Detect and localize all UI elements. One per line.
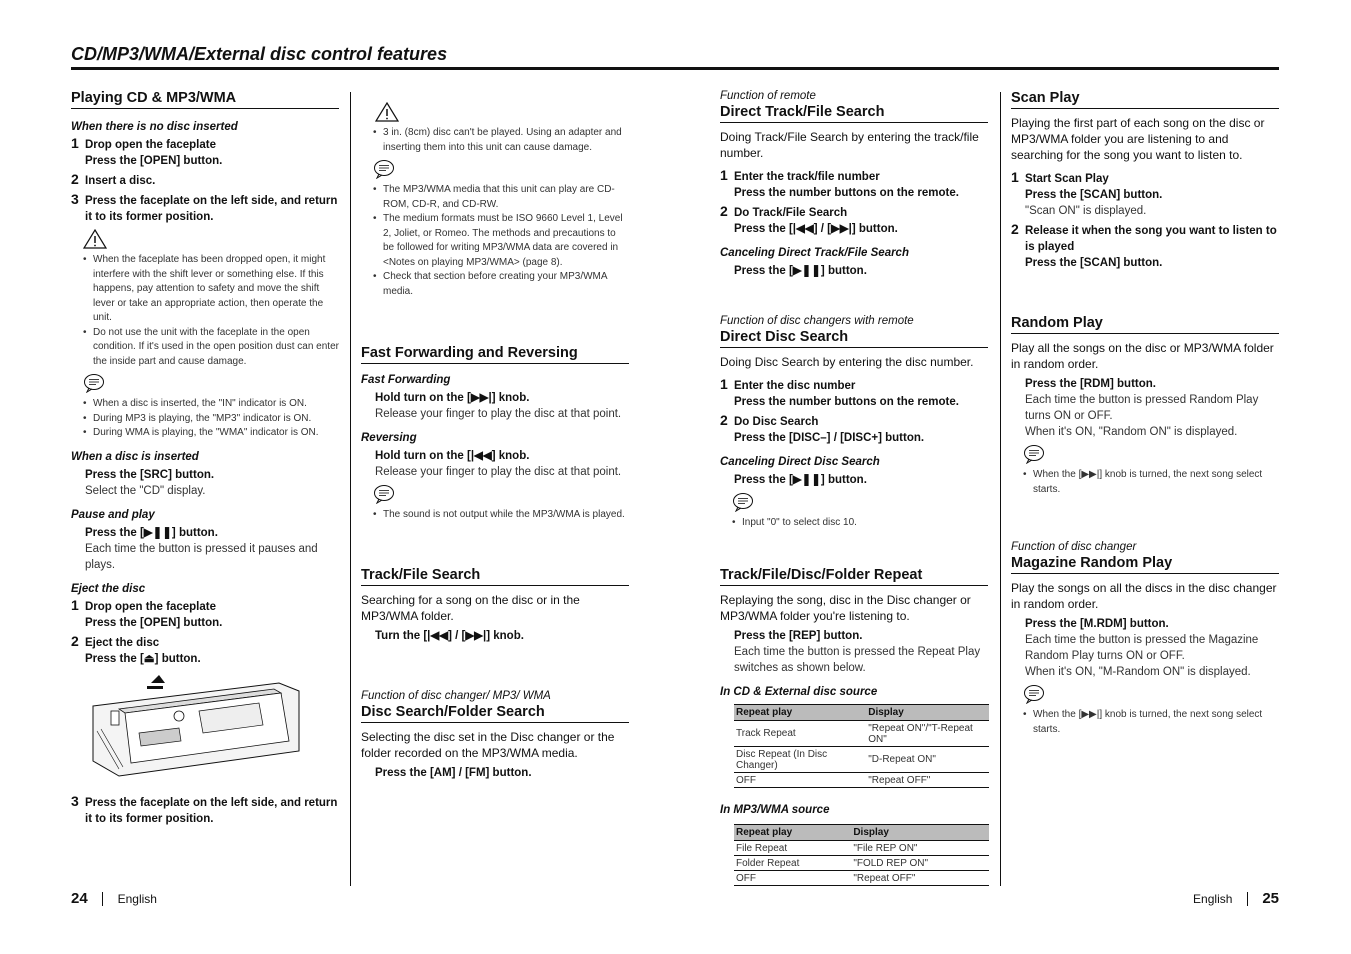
table-cell: OFF	[734, 772, 866, 787]
table-header: Display	[851, 824, 989, 840]
instruction: Press the [AM] / [FM] button.	[375, 766, 532, 779]
table-cell: "FOLD REP ON"	[851, 855, 989, 870]
table-header: Repeat play	[734, 704, 866, 720]
step-detail: "Scan ON" is displayed.	[1025, 205, 1147, 217]
media-note-text: The medium formats must be ISO 9660 Level 1, Level 2, Joliet, or Romeo. The methods and precautions to be followed for writing MP3/WMA data are covered in <Notes on playing MP3/WMA> (page 8).	[383, 213, 623, 268]
subheading: In MP3/WMA source	[720, 803, 830, 816]
step-number: 1	[71, 135, 79, 151]
step-title: Enter the track/file number	[734, 171, 880, 183]
page-number: 25	[1262, 890, 1279, 907]
section-text: Play the songs on all the discs in the disc changer in random order.	[1011, 581, 1277, 611]
subheading: Pause and play	[71, 508, 155, 521]
caution-note: • 3 in. (8cm) disc can't be played. Using an adapter and inserting them into this unit can cause damage.	[361, 126, 629, 155]
step-number: 1	[71, 596, 79, 613]
media-note-cont	[361, 270, 629, 299]
step-number: 2	[71, 632, 79, 649]
table-row	[734, 772, 989, 787]
section-text: Selecting the disc set in the Disc changer or the folder recorded on the MP3/WMA media.	[361, 729, 615, 760]
function-label: Function of disc changers with remote	[720, 315, 914, 327]
instruction: Press the [▶❚❚] button.	[734, 474, 867, 486]
step-title: Press the faceplate on the left side, and return it to its former position.	[85, 796, 338, 825]
step-text: Press the [DISC–] / [DISC+] button.	[734, 432, 925, 444]
table-cell: "D-Repeat ON"	[866, 746, 989, 772]
step-number: 1	[720, 167, 728, 183]
step-title: Eject the disc	[85, 636, 160, 649]
instruction: Press the [RDM] button.	[1025, 378, 1156, 390]
media-note-cont	[361, 212, 629, 270]
instruction-detail: Release your finger to play the disc at that point.	[375, 408, 622, 420]
note-icon	[83, 373, 105, 393]
instruction: Press the [▶❚❚] button.	[734, 265, 867, 277]
step	[720, 414, 988, 446]
step	[720, 378, 988, 410]
instruction: Press the [M.RDM] button.	[1025, 618, 1169, 630]
step-title: Start Scan Play	[1025, 173, 1109, 185]
media-note-text: Check that section before creating your MP3/WMA media.	[383, 271, 607, 297]
section-title: Direct Disc Search	[720, 329, 988, 348]
step	[720, 169, 988, 201]
section-text: Searching for a song on the disc or in the MP3/WMA folder.	[361, 592, 580, 623]
header-rule	[71, 67, 1279, 70]
instruction: Press the [▶❚❚] button.	[85, 526, 218, 539]
table-row	[734, 720, 989, 746]
info-note: • When the [▶▶|] knob is turned, the next song select starts.	[1011, 708, 1279, 737]
step	[1011, 223, 1279, 271]
caution-note: • When the faceplate has been dropped open, it might interfere with the shift lever or something else. If this happens, pay attention to safety and move the shift lever or take an appropriate action, then operate the unit.	[71, 253, 339, 326]
subheading: Canceling Direct Disc Search	[720, 456, 880, 468]
step-title: Drop open the faceplate	[85, 139, 216, 151]
step	[71, 173, 339, 189]
caution-icon	[83, 229, 107, 249]
note-icon	[1023, 444, 1045, 464]
step-number: 3	[71, 792, 79, 809]
instruction-detail: When it's ON, "Random ON" is displayed.	[1025, 426, 1238, 438]
instruction: Hold turn on the [▶▶|] knob.	[375, 392, 530, 404]
step-number: 1	[720, 376, 728, 392]
subheading: Eject the disc	[71, 582, 146, 595]
section-text: Replaying the song, disc in the Disc changer or MP3/WMA folder you're listening to.	[720, 592, 971, 623]
table-cell: Folder Repeat	[734, 855, 851, 870]
table-header-row	[734, 704, 989, 720]
column-playing-cd	[71, 90, 339, 827]
subheading: When a disc is inserted	[71, 450, 199, 463]
step-number: 2	[1011, 221, 1019, 237]
step-text: Press the [OPEN] button.	[85, 155, 223, 167]
info-note: • Input "0" to select disc 10.	[720, 516, 988, 531]
footer-divider	[102, 892, 103, 906]
step-title: Do Track/File Search	[734, 207, 848, 219]
section-title: Random Play	[1011, 315, 1279, 334]
step-text: Press the [⏏] button.	[85, 652, 201, 665]
info-note: • When the [▶▶|] knob is turned, the next song select starts.	[1011, 468, 1279, 497]
instruction: Press the [REP] button.	[734, 629, 863, 642]
instruction-detail: Release your finger to play the disc at that point.	[375, 466, 622, 478]
table-cell: "Repeat ON"/"T-Repeat ON"	[866, 720, 989, 746]
subheading: In CD & External disc source	[720, 685, 878, 698]
table-cell: "File REP ON"	[851, 840, 989, 855]
table-cell: File Repeat	[734, 840, 851, 855]
step	[1011, 171, 1279, 219]
page-language: English	[117, 892, 157, 906]
step-text: Press the number buttons on the remote.	[734, 187, 959, 199]
section-text: Play all the songs on the disc or MP3/WMA folder in random order.	[1011, 341, 1274, 371]
table-header-row	[734, 824, 989, 840]
repeat-table-cd	[734, 704, 989, 788]
step-text: Press the number buttons on the remote.	[734, 396, 959, 408]
table-cell: Track Repeat	[734, 720, 866, 746]
instruction-detail: Each time the button is pressed the Magazine Random Play turns ON or OFF.	[1025, 634, 1259, 662]
subheading: Reversing	[361, 432, 417, 444]
table-cell: "Repeat OFF"	[851, 870, 989, 885]
step	[720, 205, 988, 237]
info-note: • When a disc is inserted, the "IN" indicator is ON.	[71, 397, 339, 412]
step-title: Enter the disc number	[734, 380, 856, 392]
instruction-detail: When it's ON, "M-Random ON" is displayed.	[1025, 666, 1251, 678]
step	[71, 632, 339, 667]
function-label: Function of disc changer/ MP3/ WMA	[361, 689, 551, 702]
step	[71, 792, 339, 827]
step-title: Release it when the song you want to listen to is played	[1025, 225, 1277, 253]
note-icon	[732, 492, 754, 512]
section-title: Track/File/Disc/Folder Repeat	[720, 567, 988, 586]
page-number: 24	[71, 890, 88, 907]
instruction-detail: Each time the button is pressed it pauses and plays.	[85, 542, 318, 571]
step-number: 3	[71, 191, 79, 207]
step	[71, 193, 339, 225]
step-text: Press the [OPEN] button.	[85, 616, 223, 629]
page-language: English	[1193, 892, 1233, 906]
section-title: Direct Track/File Search	[720, 104, 988, 123]
table-header: Repeat play	[734, 824, 851, 840]
instruction-detail: Each time the button is pressed Random Play turns ON or OFF.	[1025, 394, 1259, 422]
footer-left	[71, 890, 157, 908]
instruction: Hold turn on the [|◀◀] knob.	[375, 450, 530, 462]
step-title: Do Disc Search	[734, 416, 819, 428]
section-text: Doing Track/File Search by entering the track/file number.	[720, 130, 979, 160]
table-cell: OFF	[734, 870, 851, 885]
column-search	[361, 98, 629, 781]
column-divider	[350, 92, 351, 886]
function-label: Function of remote	[720, 90, 816, 102]
table-row	[734, 840, 989, 855]
media-note: • The MP3/WMA media that this unit can play are CD-ROM, CD-R, and CD-RW.	[361, 183, 629, 212]
footer-divider	[1247, 892, 1248, 906]
note-icon	[1023, 684, 1045, 704]
info-note: • During MP3 is playing, the "MP3" indicator is ON.	[71, 412, 339, 427]
step-text: Press the [SCAN] button.	[1025, 189, 1163, 201]
section-text: Doing Disc Search by entering the disc number.	[720, 355, 974, 369]
instruction: Turn the [|◀◀] / [▶▶|] knob.	[375, 629, 524, 642]
column-divider	[1000, 92, 1001, 886]
subheading: Canceling Direct Track/File Search	[720, 247, 909, 259]
caution-note: • Do not use the unit with the faceplate in the open condition. If it's used in the open position dust can enter the inside part and cause damage.	[71, 326, 339, 370]
step-number: 2	[720, 203, 728, 219]
function-label: Function of disc changer	[1011, 541, 1137, 553]
instruction-detail: Each time the button is pressed the Repeat Play switches as shown below.	[734, 645, 981, 674]
section-text: Playing the first part of each song on the disc or MP3/WMA folder you are listening to and searching for the song you want to listen to.	[1011, 116, 1265, 162]
subheading: Fast Forwarding	[361, 374, 451, 386]
step	[71, 137, 339, 169]
step	[71, 596, 339, 631]
note-icon	[373, 484, 395, 504]
subheading: When there is no disc inserted	[71, 121, 238, 133]
section-title: Disc Search/Folder Search	[361, 704, 629, 723]
step-number: 1	[1011, 169, 1019, 185]
step-title: Insert a disc.	[85, 175, 156, 187]
info-note: • During WMA is playing, the "WMA" indicator is ON.	[71, 426, 339, 441]
table-row	[734, 870, 989, 885]
section-title: Magazine Random Play	[1011, 555, 1279, 574]
step-number: 2	[720, 412, 728, 428]
section-title: Fast Forwarding and Reversing	[361, 345, 629, 364]
step-title: Press the faceplate on the left side, and return it to its former position.	[85, 195, 338, 223]
section-title: Scan Play	[1011, 90, 1279, 109]
step-text: Press the [|◀◀] / [▶▶|] button.	[734, 223, 898, 235]
page-title: CD/MP3/WMA/External disc control features	[71, 44, 448, 64]
step-title: Drop open the faceplate	[85, 600, 216, 613]
step-text: Press the [SCAN] button.	[1025, 257, 1163, 269]
section-title: Track/File Search	[361, 567, 629, 586]
footer-right	[1193, 890, 1279, 908]
note-icon	[373, 159, 395, 179]
table-row	[734, 746, 989, 772]
section-title: Playing CD & MP3/WMA	[71, 90, 339, 109]
table-header: Display	[866, 704, 989, 720]
table-row	[734, 855, 989, 870]
repeat-table-mp3	[734, 824, 989, 886]
info-note: • The sound is not output while the MP3/WMA is played.	[361, 508, 629, 523]
table-cell: "Repeat OFF"	[866, 772, 989, 787]
faceplate-illustration	[89, 671, 329, 781]
column-scan-random	[1011, 90, 1279, 737]
table-cell: Disc Repeat (In Disc Changer)	[734, 746, 866, 772]
instruction-detail: Select the "CD" display.	[85, 484, 206, 497]
step-number: 2	[71, 171, 79, 187]
column-direct-search	[720, 90, 988, 886]
instruction: Press the [SRC] button.	[85, 468, 215, 481]
caution-icon	[375, 102, 399, 122]
